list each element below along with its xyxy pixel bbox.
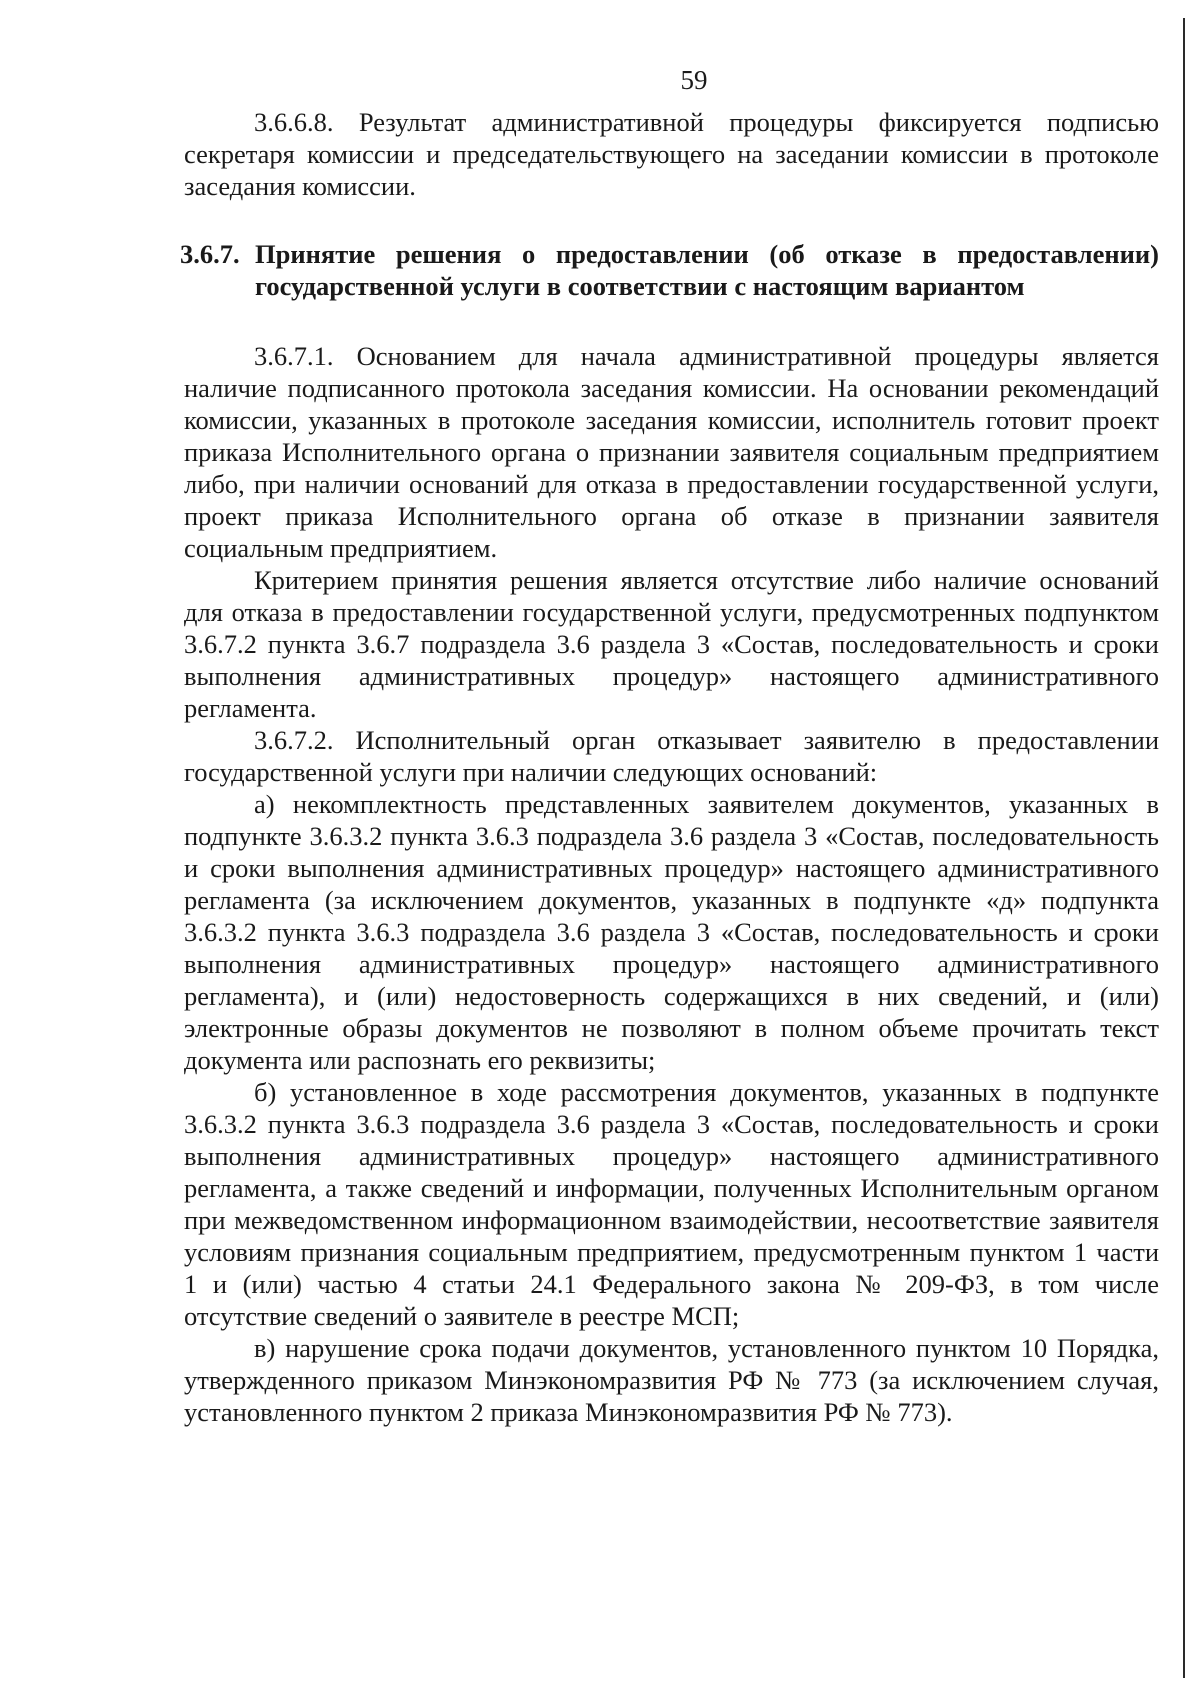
section-heading: [180, 238, 1159, 302]
document-body: [180, 106, 1159, 1428]
list-item-v: в) нарушение срока подачи документов, установленного пунктом 10 Порядка, утвержденного приказом Минэкономразвития РФ № 773 (за исключением случая, установленного пунктом 2 приказа Минэкономразвития РФ № 773).: [184, 1333, 1159, 1427]
page-number: 59: [680, 65, 708, 95]
paragraph-3-6-6-8: 3.6.6.8. Результат административной процедуры фиксируется подписью секретаря комиссии и председательствующего на заседании комиссии в протоколе заседания комиссии.: [184, 107, 1159, 201]
section-title: Принятие решения о предоставлении (об отказе в предоставлении) государственной услуги в соответствии с настоящим вариантом: [255, 239, 1159, 301]
paragraph-3-6-7-1: 3.6.7.1. Основанием для начала административной процедуры является наличие подписанного протокола заседания комиссии. На основании рекомендаций комиссии, указанных в протоколе заседания комиссии, исполнитель готовит проект приказа Исполнительного органа о признании заявителя социальным предприятием либо, при наличии оснований для отказа в предоставлении государственной услуги, проект приказа Исполнительного органа об отказе в признании заявителя социальным предприятием.: [184, 341, 1159, 563]
list-item-a: а) некомплектность представленных заявителем документов, указанных в подпункте 3.6.3.2 пункта 3.6.3 подраздела 3.6 раздела 3 «Состав, последовательность и сроки выполнения административных процедур» настоящего административного регламента (за исключением документов, указанных в подпункте «д» подпункта 3.6.3.2 пункта 3.6.3 подраздела 3.6 раздела 3 «Состав, последовательность и сроки выполнения административных процедур» настоящего административного регламента), и (или) недостоверность содержащихся в них сведений, и (или) электронные образы документов не позволяют в полном объеме прочитать текст документа или распознать его реквизиты;: [184, 789, 1159, 1075]
list-item-b: б) установленное в ходе рассмотрения документов, указанных в подпункте 3.6.3.2 пункта 3.6.3 подраздела 3.6 раздела 3 «Состав, последовательность и сроки выполнения административных процедур» настоящего административного регламента, а также сведений и информации, полученных Исполнительным органом при межведомственном информационном взаимодействии, несоответствие заявителя условиям признания социальным предприятием, предусмотренным пунктом 1 части 1 и (или) частью 4 статьи 24.1 Федерального закона № 209-ФЗ, в том числе отсутствие сведений о заявителе в реестре МСП;: [184, 1077, 1159, 1331]
paragraph-criterion: Критерием принятия решения является отсутствие либо наличие оснований для отказа в предоставлении государственной услуги, предусмотренных подпунктом 3.6.7.2 пункта 3.6.7 подраздела 3.6 раздела 3 «Состав, последовательность и сроки выполнения административных процедур» настоящего административного регламента.: [184, 565, 1159, 723]
section-number: 3.6.7.: [180, 239, 240, 269]
paragraph-3-6-7-2: 3.6.7.2. Исполнительный орган отказывает заявителю в предоставлении государственной услуги при наличии следующих оснований:: [184, 725, 1159, 787]
page-edge-line: [1183, 18, 1185, 1678]
